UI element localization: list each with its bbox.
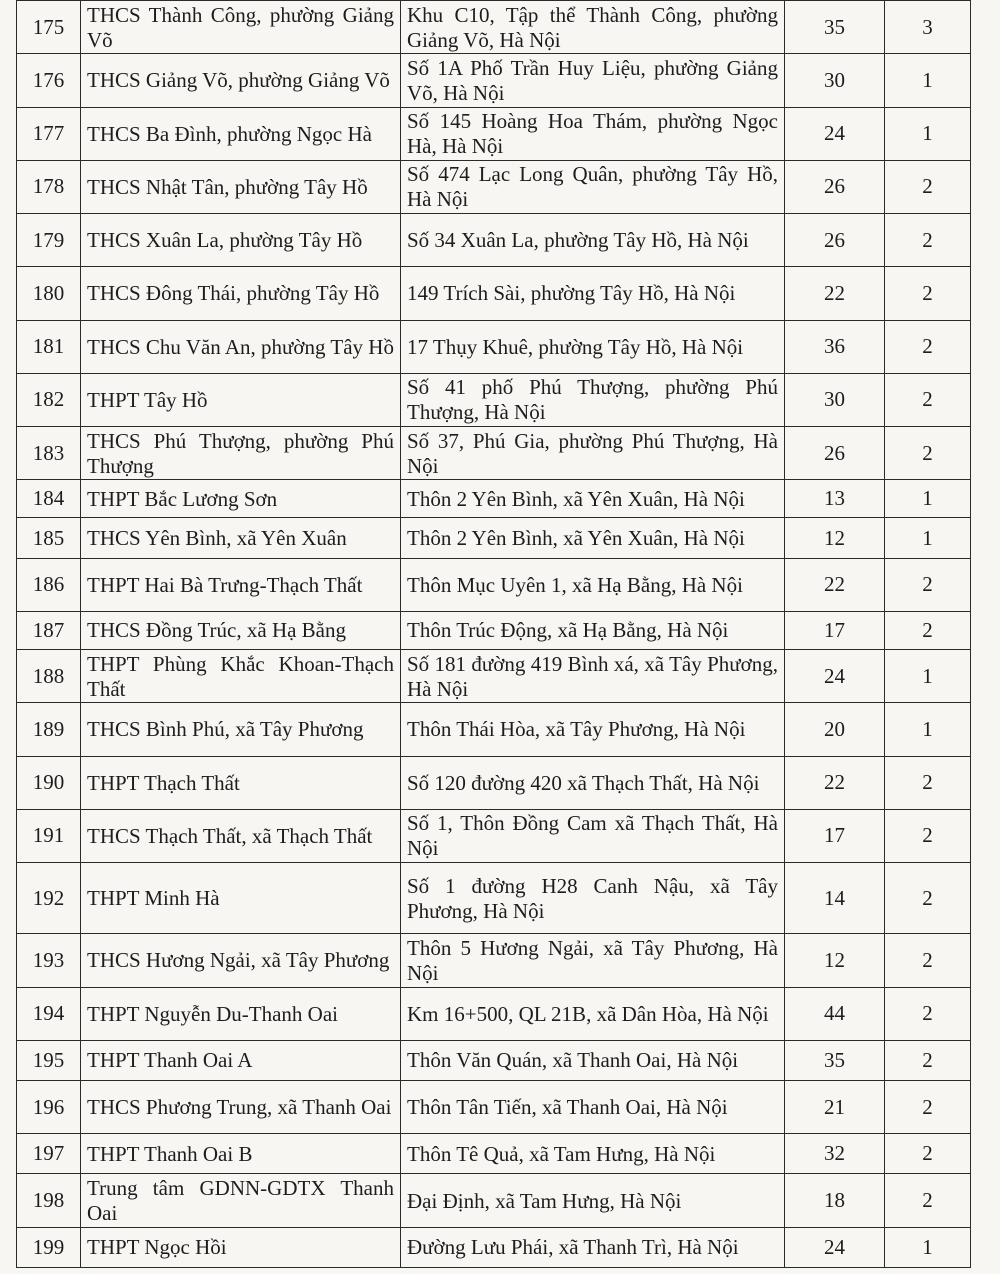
table-row xyxy=(17,214,971,267)
row-number: 181 xyxy=(17,320,81,373)
value-col5: 2 xyxy=(885,1134,971,1174)
row-number: 175 xyxy=(17,1,81,54)
school-name: THCS Thạch Thất, xã Thạch Thất xyxy=(81,809,401,862)
value-col4: 44 xyxy=(785,987,885,1040)
value-col4: 20 xyxy=(785,703,885,756)
value-col5: 2 xyxy=(885,611,971,649)
school-address: Số 1A Phố Trần Huy Liệu, phường Giảng Võ, Hà Nội xyxy=(401,54,785,107)
row-number: 180 xyxy=(17,267,81,320)
table-row xyxy=(17,320,971,373)
value-col5: 2 xyxy=(885,373,971,426)
school-name: THCS Hương Ngải, xã Tây Phương xyxy=(81,934,401,987)
table-row xyxy=(17,518,971,558)
value-col4: 21 xyxy=(785,1081,885,1134)
school-address: Số 37, Phú Gia, phường Phú Thượng, Hà Nội xyxy=(401,427,785,480)
table-row xyxy=(17,1040,971,1080)
row-number: 191 xyxy=(17,809,81,862)
table-row xyxy=(17,1134,971,1174)
row-number: 182 xyxy=(17,373,81,426)
school-address: Thôn Trúc Động, xã Hạ Bằng, Hà Nội xyxy=(401,611,785,649)
row-number: 189 xyxy=(17,703,81,756)
school-address: Đại Định, xã Tam Hưng, Hà Nội xyxy=(401,1174,785,1227)
school-name: THCS Thành Công, phường Giảng Võ xyxy=(81,1,401,54)
row-number: 190 xyxy=(17,756,81,809)
value-col5: 2 xyxy=(885,160,971,213)
table-row xyxy=(17,987,971,1040)
value-col5: 1 xyxy=(885,54,971,107)
school-address: 17 Thụy Khuê, phường Tây Hồ, Hà Nội xyxy=(401,320,785,373)
row-number: 197 xyxy=(17,1134,81,1174)
row-number: 198 xyxy=(17,1174,81,1227)
row-number: 184 xyxy=(17,480,81,518)
table-row xyxy=(17,54,971,107)
value-col4: 13 xyxy=(785,480,885,518)
value-col5: 1 xyxy=(885,1227,971,1267)
row-number: 176 xyxy=(17,54,81,107)
value-col4: 17 xyxy=(785,809,885,862)
table-row xyxy=(17,934,971,987)
school-address: Thôn 2 Yên Bình, xã Yên Xuân, Hà Nội xyxy=(401,480,785,518)
row-number: 177 xyxy=(17,107,81,160)
school-address: Số 474 Lạc Long Quân, phường Tây Hồ, Hà Nội xyxy=(401,160,785,213)
value-col4: 24 xyxy=(785,1227,885,1267)
school-name: THPT Thanh Oai B xyxy=(81,1134,401,1174)
school-address: Đường Lưu Phái, xã Thanh Trì, Hà Nội xyxy=(401,1227,785,1267)
table-row xyxy=(17,756,971,809)
school-address: Số 1, Thôn Đồng Cam xã Thạch Thất, Hà Nội xyxy=(401,809,785,862)
row-number: 179 xyxy=(17,214,81,267)
value-col4: 22 xyxy=(785,558,885,611)
value-col5: 1 xyxy=(885,650,971,703)
row-number: 199 xyxy=(17,1227,81,1267)
table-row xyxy=(17,1174,971,1227)
value-col4: 24 xyxy=(785,107,885,160)
school-name: Trung tâm GDNN-GDTX Thanh Oai xyxy=(81,1174,401,1227)
school-address: Thôn Mục Uyên 1, xã Hạ Bằng, Hà Nội xyxy=(401,558,785,611)
school-name: THPT Hai Bà Trưng-Thạch Thất xyxy=(81,558,401,611)
row-number: 188 xyxy=(17,650,81,703)
table-row xyxy=(17,160,971,213)
table-body xyxy=(17,1,971,1268)
school-address: Thôn Thái Hòa, xã Tây Phương, Hà Nội xyxy=(401,703,785,756)
row-number: 185 xyxy=(17,518,81,558)
school-name: THPT Minh Hà xyxy=(81,863,401,934)
exam-venue-table xyxy=(16,0,971,1268)
value-col5: 1 xyxy=(885,518,971,558)
table-row xyxy=(17,611,971,649)
table-row xyxy=(17,863,971,934)
table-row xyxy=(17,480,971,518)
value-col5: 2 xyxy=(885,987,971,1040)
value-col5: 3 xyxy=(885,1,971,54)
value-col4: 30 xyxy=(785,54,885,107)
value-col5: 1 xyxy=(885,107,971,160)
value-col4: 36 xyxy=(785,320,885,373)
table-row xyxy=(17,650,971,703)
row-number: 187 xyxy=(17,611,81,649)
value-col4: 32 xyxy=(785,1134,885,1174)
school-address: Số 181 đường 419 Bình xá, xã Tây Phương, Hà Nội xyxy=(401,650,785,703)
value-col5: 2 xyxy=(885,934,971,987)
table-row xyxy=(17,1,971,54)
school-address: Số 145 Hoàng Hoa Thám, phường Ngọc Hà, Hà Nội xyxy=(401,107,785,160)
school-address: Số 34 Xuân La, phường Tây Hồ, Hà Nội xyxy=(401,214,785,267)
school-name: THCS Giảng Võ, phường Giảng Võ xyxy=(81,54,401,107)
value-col4: 22 xyxy=(785,756,885,809)
document-page xyxy=(16,0,970,1268)
value-col5: 1 xyxy=(885,703,971,756)
value-col5: 2 xyxy=(885,427,971,480)
value-col4: 14 xyxy=(785,863,885,934)
school-name: THCS Xuân La, phường Tây Hồ xyxy=(81,214,401,267)
value-col5: 2 xyxy=(885,1081,971,1134)
value-col5: 2 xyxy=(885,1040,971,1080)
table-row xyxy=(17,107,971,160)
school-name: THPT Tây Hồ xyxy=(81,373,401,426)
table-row xyxy=(17,558,971,611)
value-col5: 2 xyxy=(885,214,971,267)
value-col4: 30 xyxy=(785,373,885,426)
table-row xyxy=(17,373,971,426)
value-col4: 24 xyxy=(785,650,885,703)
value-col5: 2 xyxy=(885,756,971,809)
school-address: Thôn 2 Yên Bình, xã Yên Xuân, Hà Nội xyxy=(401,518,785,558)
row-number: 183 xyxy=(17,427,81,480)
table-row xyxy=(17,1227,971,1267)
school-address: Thôn Tân Tiến, xã Thanh Oai, Hà Nội xyxy=(401,1081,785,1134)
school-name: THCS Nhật Tân, phường Tây Hồ xyxy=(81,160,401,213)
row-number: 192 xyxy=(17,863,81,934)
table-row xyxy=(17,267,971,320)
value-col4: 17 xyxy=(785,611,885,649)
value-col4: 26 xyxy=(785,427,885,480)
school-address: Khu C10, Tập thể Thành Công, phường Giảng Võ, Hà Nội xyxy=(401,1,785,54)
value-col5: 1 xyxy=(885,480,971,518)
school-name: THCS Yên Bình, xã Yên Xuân xyxy=(81,518,401,558)
school-name: THCS Đông Thái, phường Tây Hồ xyxy=(81,267,401,320)
value-col5: 2 xyxy=(885,558,971,611)
school-name: THPT Thạch Thất xyxy=(81,756,401,809)
value-col5: 2 xyxy=(885,1174,971,1227)
value-col5: 2 xyxy=(885,267,971,320)
school-name: THPT Nguyễn Du-Thanh Oai xyxy=(81,987,401,1040)
value-col4: 35 xyxy=(785,1040,885,1080)
school-address: Thôn Văn Quán, xã Thanh Oai, Hà Nội xyxy=(401,1040,785,1080)
school-name: THCS Phú Thượng, phường Phú Thượng xyxy=(81,427,401,480)
school-address: Số 120 đường 420 xã Thạch Thất, Hà Nội xyxy=(401,756,785,809)
value-col4: 26 xyxy=(785,160,885,213)
school-address: 149 Trích Sài, phường Tây Hồ, Hà Nội xyxy=(401,267,785,320)
school-address: Số 41 phố Phú Thượng, phường Phú Thượng, Hà Nội xyxy=(401,373,785,426)
row-number: 196 xyxy=(17,1081,81,1134)
value-col4: 35 xyxy=(785,1,885,54)
school-address: Số 1 đường H28 Canh Nậu, xã Tây Phương, Hà Nội xyxy=(401,863,785,934)
school-address: Km 16+500, QL 21B, xã Dân Hòa, Hà Nội xyxy=(401,987,785,1040)
school-name: THPT Ngọc Hồi xyxy=(81,1227,401,1267)
row-number: 186 xyxy=(17,558,81,611)
value-col5: 2 xyxy=(885,809,971,862)
school-name: THCS Ba Đình, phường Ngọc Hà xyxy=(81,107,401,160)
value-col4: 22 xyxy=(785,267,885,320)
value-col4: 26 xyxy=(785,214,885,267)
value-col4: 12 xyxy=(785,934,885,987)
school-name: THPT Phùng Khắc Khoan-Thạch Thất xyxy=(81,650,401,703)
value-col4: 18 xyxy=(785,1174,885,1227)
school-address: Thôn 5 Hương Ngải, xã Tây Phương, Hà Nội xyxy=(401,934,785,987)
row-number: 178 xyxy=(17,160,81,213)
school-address: Thôn Tê Quả, xã Tam Hưng, Hà Nội xyxy=(401,1134,785,1174)
value-col5: 2 xyxy=(885,320,971,373)
table-row xyxy=(17,809,971,862)
school-name: THCS Bình Phú, xã Tây Phương xyxy=(81,703,401,756)
school-name: THCS Chu Văn An, phường Tây Hồ xyxy=(81,320,401,373)
school-name: THCS Đồng Trúc, xã Hạ Bằng xyxy=(81,611,401,649)
value-col5: 2 xyxy=(885,863,971,934)
table-row xyxy=(17,703,971,756)
school-name: THPT Bắc Lương Sơn xyxy=(81,480,401,518)
table-row xyxy=(17,427,971,480)
row-number: 193 xyxy=(17,934,81,987)
school-name: THCS Phương Trung, xã Thanh Oai xyxy=(81,1081,401,1134)
row-number: 195 xyxy=(17,1040,81,1080)
value-col4: 12 xyxy=(785,518,885,558)
school-name: THPT Thanh Oai A xyxy=(81,1040,401,1080)
table-row xyxy=(17,1081,971,1134)
row-number: 194 xyxy=(17,987,81,1040)
